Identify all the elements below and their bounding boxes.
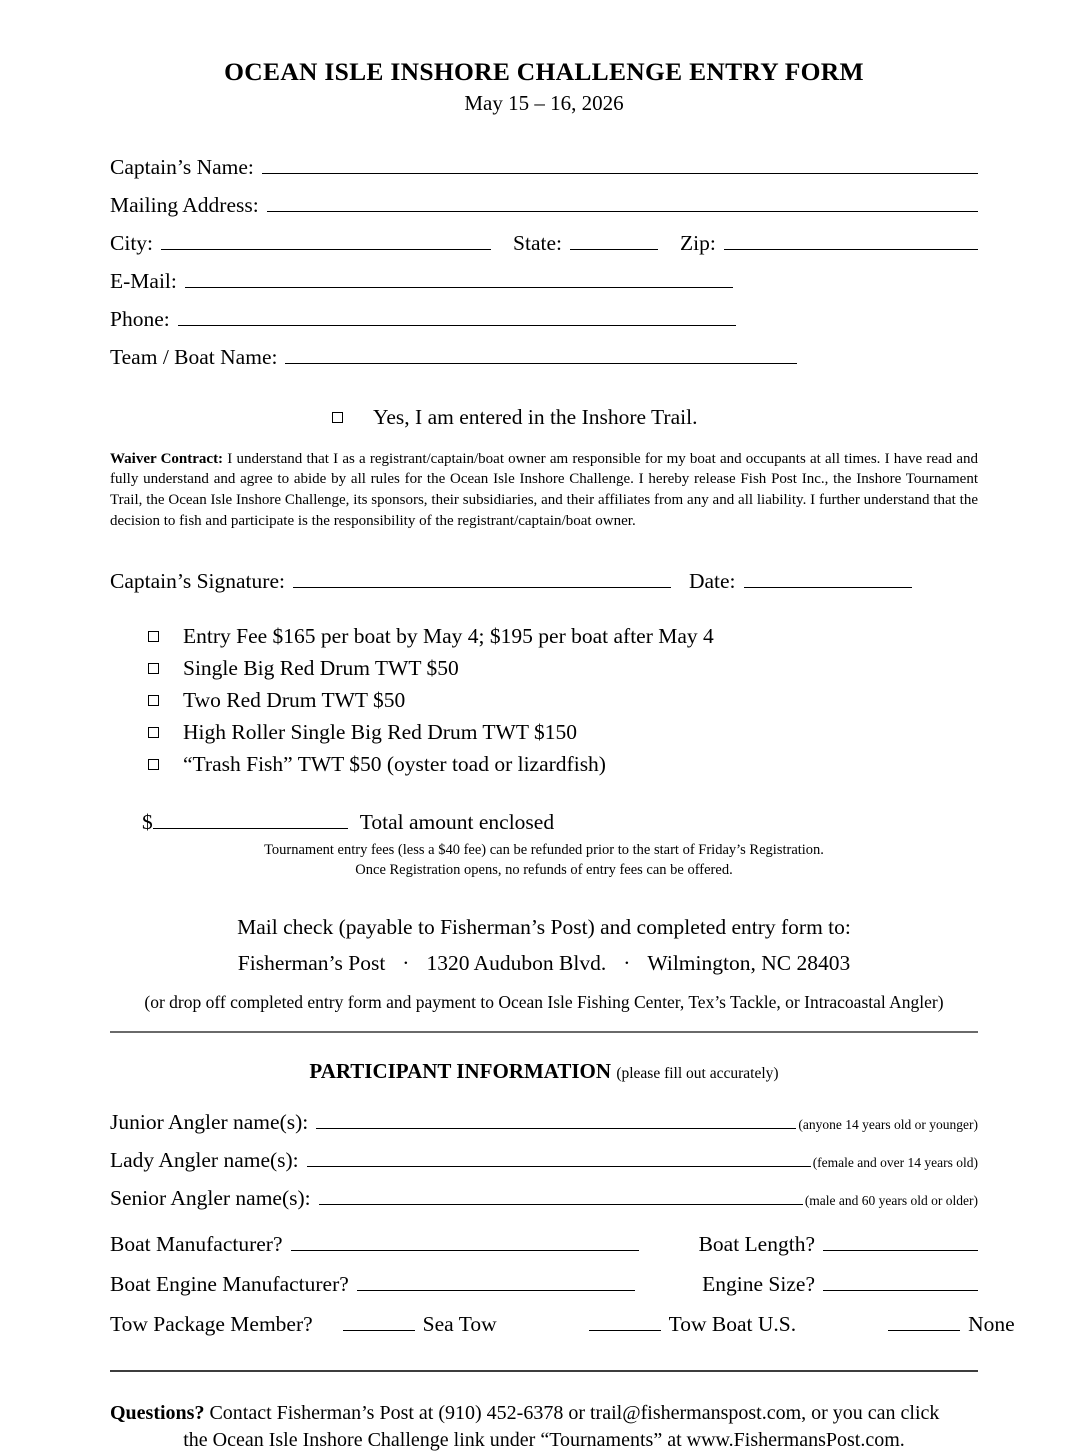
- page-subtitle: May 15 – 16, 2026: [464, 90, 624, 115]
- contact-fields: [110, 155, 978, 383]
- mail-instruction-line: Mail check (payable to Fisherman’s Post) and completed entry form to:: [237, 914, 851, 939]
- email-label: E-Mail:: [110, 268, 177, 293]
- field-row-senior-angler: [110, 1186, 978, 1224]
- checkbox-icon[interactable]: [148, 759, 159, 770]
- participant-title-text: PARTICIPANT INFORMATION: [309, 1058, 612, 1083]
- boat-length-label: Boat Length?: [698, 1231, 815, 1256]
- fee-option-row[interactable]: [148, 720, 978, 752]
- fee-option-label: Single Big Red Drum TWT $50: [183, 656, 459, 681]
- mail-street: 1320 Audubon Blvd.: [426, 950, 607, 975]
- email-input[interactable]: [185, 271, 733, 288]
- tow-option-none-label: None: [968, 1311, 1015, 1336]
- refund-policy: [110, 841, 978, 880]
- field-row-city-state-zip: [110, 231, 978, 269]
- angler-fields: [110, 1110, 978, 1224]
- fee-option-row[interactable]: [148, 624, 978, 656]
- phone-label: Phone:: [110, 306, 170, 331]
- field-row-engine-manufacturer: [110, 1272, 978, 1312]
- state-label: State:: [513, 230, 562, 255]
- checkbox-icon[interactable]: [148, 663, 159, 674]
- mailing-instructions: [110, 915, 978, 1013]
- inshore-trail-label: Yes, I am entered in the Inshore Trail.: [373, 404, 698, 429]
- checkbox-icon[interactable]: [332, 412, 343, 423]
- tow-package-label: Tow Package Member?: [110, 1311, 313, 1336]
- refund-line-1: Tournament entry fees (less a $40 fee) can be refunded prior to the start of Friday’s Registration.: [264, 842, 824, 859]
- zip-input[interactable]: [724, 233, 978, 250]
- boat-manufacturer-label: Boat Manufacturer?: [110, 1231, 283, 1256]
- total-amount-row: [110, 810, 978, 835]
- field-row-team-boat-name: [110, 345, 978, 383]
- date-label: Date:: [688, 569, 736, 594]
- lady-angler-note: (female and over 14 years old): [812, 1154, 978, 1170]
- captain-name-input[interactable]: [262, 157, 978, 174]
- field-row-junior-angler: [110, 1110, 978, 1148]
- fee-option-row[interactable]: [148, 688, 978, 720]
- boat-fields: [110, 1231, 1015, 1352]
- section-divider-bottom: [110, 1370, 978, 1372]
- city-input[interactable]: [161, 233, 491, 250]
- lady-angler-label: Lady Angler name(s):: [110, 1147, 299, 1172]
- field-row-tow-package: [110, 1311, 1015, 1352]
- mail-citystate: Wilmington, NC 28403: [647, 950, 851, 975]
- team-boat-name-input[interactable]: [285, 347, 797, 364]
- junior-angler-note: (anyone 14 years old or younger): [798, 1116, 978, 1132]
- section-divider-top: [110, 1031, 978, 1033]
- fee-option-label: Entry Fee $165 per boat by May 4; $195 per boat after May 4: [183, 624, 714, 649]
- participant-section-title: [110, 1059, 978, 1084]
- zip-label: Zip:: [679, 230, 716, 255]
- team-boat-name-label: Team / Boat Name:: [110, 344, 278, 369]
- page-title: OCEAN ISLE INSHORE CHALLENGE ENTRY FORM: [224, 57, 864, 86]
- currency-symbol: $: [142, 810, 153, 835]
- senior-angler-label: Senior Angler name(s):: [110, 1185, 311, 1210]
- engine-manufacturer-input[interactable]: [357, 1274, 635, 1291]
- date-input[interactable]: [744, 571, 912, 588]
- mailing-address-input[interactable]: [267, 195, 978, 212]
- dropoff-note: (or drop off completed entry form and payment to Ocean Isle Fishing Center, Tex’s Tackle, or Intracoastal Angler): [144, 991, 944, 1012]
- fee-option-row[interactable]: [148, 656, 978, 688]
- total-amount-label: Total amount enclosed: [359, 810, 555, 835]
- fee-option-row[interactable]: [148, 752, 978, 784]
- field-row-boat-manufacturer: [110, 1232, 978, 1272]
- phone-input[interactable]: [178, 309, 736, 326]
- participant-subtitle-text: (please fill out accurately): [616, 1064, 779, 1082]
- total-amount-input[interactable]: [153, 812, 348, 829]
- mailing-address-label: Mailing Address:: [110, 192, 259, 217]
- tow-option-sea-tow-input[interactable]: [343, 1314, 415, 1331]
- state-input[interactable]: [570, 233, 658, 250]
- field-row-captain-name: [110, 155, 978, 193]
- fee-option-label: High Roller Single Big Red Drum TWT $150: [183, 720, 577, 745]
- captain-signature-input[interactable]: [293, 571, 671, 588]
- waiver-contract: [110, 449, 978, 532]
- engine-manufacturer-label: Boat Engine Manufacturer?: [110, 1271, 349, 1296]
- checkbox-icon[interactable]: [148, 695, 159, 706]
- separator-dot: ·: [402, 950, 410, 975]
- fee-option-label: “Trash Fish” TWT $50 (oyster toad or lizardfish): [183, 752, 606, 777]
- checkbox-icon[interactable]: [148, 631, 159, 642]
- captain-signature-label: Captain’s Signature:: [110, 569, 285, 594]
- boat-length-input[interactable]: [823, 1234, 978, 1251]
- tow-option-tow-boat-us-label: Tow Boat U.S.: [668, 1311, 797, 1336]
- field-row-phone: [110, 307, 978, 345]
- signature-row: [110, 569, 978, 594]
- waiver-body: I understand that I as a registrant/captain/boat owner am responsible for my boat and occupants at all times. I have read and fully understand and agree to abide by all rules for the Ocean Isle Inshore Challenge. I hereby release Fish Post Inc., the Inshore Tournament Trail, the Ocean Isle Inshore Challenge, its sponsors, their subsidiaries, and their affiliates from any and all liability. I further understand that the decision to fish and participate is the responsibility of the registrant/captain/boat owner.: [110, 450, 978, 529]
- field-row-lady-angler: [110, 1148, 978, 1186]
- mail-org: Fisherman’s Post: [237, 950, 386, 975]
- fee-option-label: Two Red Drum TWT $50: [183, 688, 406, 713]
- engine-size-input[interactable]: [823, 1274, 978, 1291]
- questions-line-2: the Ocean Isle Inshore Challenge link under “Tournaments” at www.FishermansPost.com.: [183, 1428, 905, 1451]
- boat-manufacturer-input[interactable]: [291, 1234, 639, 1251]
- inshore-trail-row[interactable]: [110, 405, 978, 430]
- senior-angler-note: (male and 60 years old or older): [804, 1192, 978, 1208]
- checkbox-icon[interactable]: [148, 727, 159, 738]
- field-row-email: [110, 269, 978, 307]
- tow-option-none-input[interactable]: [888, 1314, 960, 1331]
- junior-angler-label: Junior Angler name(s):: [110, 1109, 309, 1134]
- engine-size-label: Engine Size?: [702, 1271, 815, 1296]
- questions-heading: Questions?: [110, 1401, 205, 1424]
- refund-line-2: Once Registration opens, no refunds of entry fees can be offered.: [355, 862, 733, 878]
- field-row-mailing-address: [110, 193, 978, 231]
- city-label: City:: [110, 230, 154, 255]
- waiver-heading: Waiver Contract:: [110, 450, 224, 467]
- junior-angler-input[interactable]: [316, 1112, 796, 1129]
- tow-option-tow-boat-us-input[interactable]: [589, 1314, 661, 1331]
- mail-address-line: [110, 951, 978, 976]
- fee-options-list: [110, 624, 978, 784]
- questions-line-1: [110, 1400, 978, 1427]
- separator-dot: ·: [623, 950, 631, 975]
- questions-contact-text: Contact Fisherman’s Post at (910) 452-6378 or trail@fishermanspost.com, or you can click: [204, 1401, 940, 1424]
- senior-angler-input[interactable]: [319, 1188, 803, 1205]
- tow-option-sea-tow-label: Sea Tow: [422, 1311, 497, 1336]
- captain-name-label: Captain’s Name:: [110, 154, 254, 179]
- lady-angler-input[interactable]: [307, 1150, 811, 1167]
